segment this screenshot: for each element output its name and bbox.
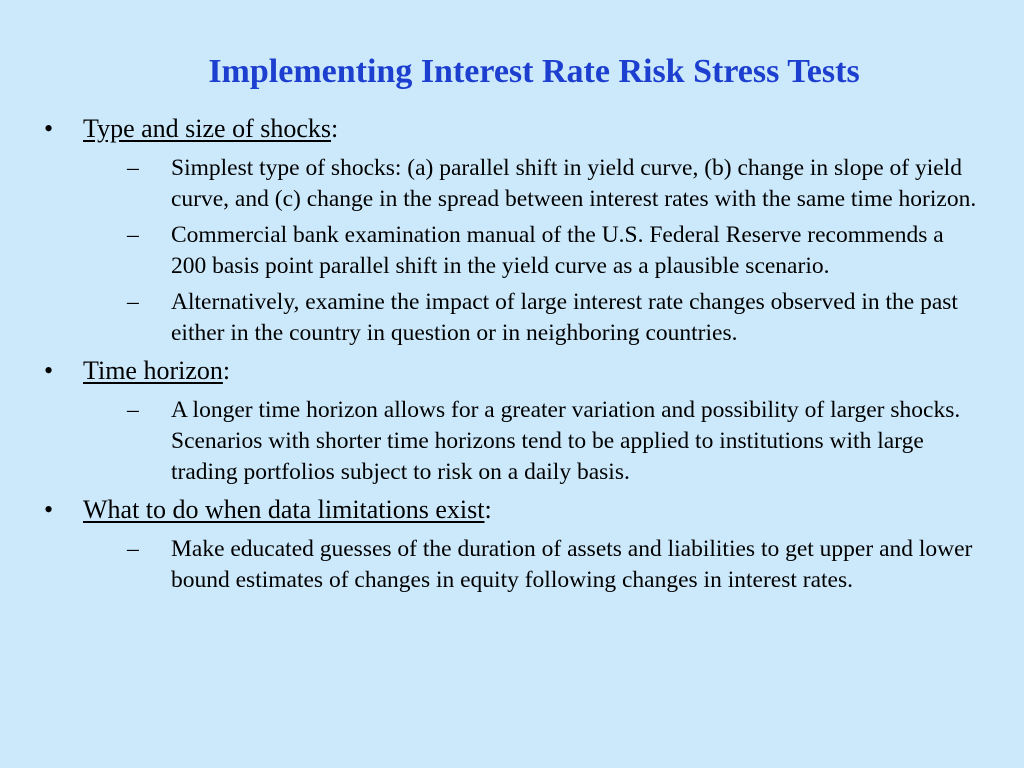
bullet-marker: • xyxy=(44,356,54,385)
dash-marker: – xyxy=(127,222,139,248)
sub-item xyxy=(127,287,980,349)
bullet-label: What to do when data limitations exist xyxy=(83,495,485,524)
bullet-suffix: : xyxy=(331,114,339,143)
bullet-label: Type and size of shocks xyxy=(83,114,332,143)
bullet-type-and-size-of-shocks xyxy=(40,113,980,349)
slide-title: Implementing Interest Rate Risk Stress Tests xyxy=(208,53,860,90)
sub-list xyxy=(83,534,980,596)
slide-content xyxy=(40,113,980,601)
dash-marker: – xyxy=(127,536,139,562)
sub-item-text: Commercial bank examination manual of the U.S. Federal Reserve recommends a 200 basis point parallel shift in the yield curve as a plausible scenario. xyxy=(171,222,944,279)
bullet-marker: • xyxy=(44,114,54,143)
sub-list xyxy=(83,153,980,349)
bullet-label: Time horizon xyxy=(83,356,223,385)
sub-item xyxy=(127,220,980,282)
sub-list xyxy=(83,395,980,488)
sub-item xyxy=(127,153,980,215)
sub-item-text: Make educated guesses of the duration of assets and liabilities to get upper and lower bound estimates of changes in equity following changes in interest rates. xyxy=(171,536,973,593)
sub-item-text: Alternatively, examine the impact of large interest rate changes observed in the past either in the country in question or in neighboring countries. xyxy=(171,289,958,346)
bullet-data-limitations xyxy=(40,494,980,596)
sub-item xyxy=(127,534,980,596)
bullet-suffix: : xyxy=(222,356,231,385)
dash-marker: – xyxy=(127,397,139,423)
sub-item-text: Simplest type of shocks: (a) parallel shift in yield curve, (b) change in slope of yield curve, and (c) change in the spread between interest rates with the same time horizon. xyxy=(171,155,977,212)
bullet-time-horizon xyxy=(40,355,980,488)
bullet-marker: • xyxy=(44,495,54,524)
dash-marker: – xyxy=(127,289,139,315)
sub-item xyxy=(127,395,980,488)
bullet-suffix: : xyxy=(484,495,492,524)
dash-marker: – xyxy=(127,155,139,181)
sub-item-text: A longer time horizon allows for a greater variation and possibility of larger shocks. Scenarios with shorter time horizons tend to be applied to institutions with large trading portfolios subject to risk on a daily basis. xyxy=(171,397,961,485)
